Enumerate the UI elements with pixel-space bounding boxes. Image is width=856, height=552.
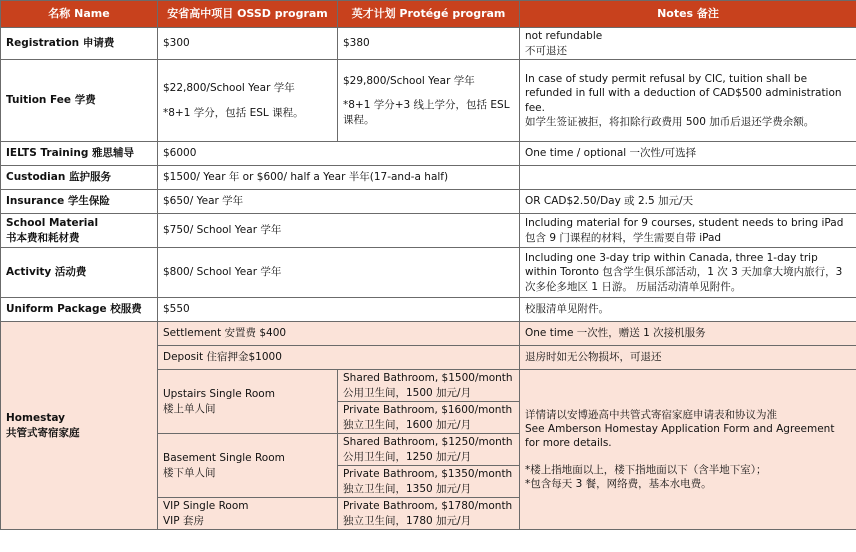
vip-room-en: VIP Single Room [163, 500, 249, 513]
registration-note-cn: 不可退还 [525, 44, 567, 57]
vip-room [158, 498, 338, 530]
homestay-settlement: Settlement 安置费 $400 [158, 322, 520, 346]
homestay-deposit-note: 退房时如无公物损坏，可退还 [520, 346, 856, 370]
row-custodian [1, 166, 856, 190]
basement-private-en: Private Bathroom, $1350/month [343, 468, 513, 481]
upstairs-private-bath [338, 402, 520, 434]
tuition-protege-detail: *8+1 学分+3 线上学分，包括 ESL 课程。 [343, 99, 510, 126]
material-name-en: School Material [6, 217, 99, 230]
tuition-protege-price: $29,800/School Year 学年 [343, 75, 475, 88]
material-name [1, 214, 158, 248]
row-activity [1, 248, 856, 298]
custodian-note [520, 166, 856, 190]
row-tuition [1, 60, 856, 142]
activity-value: $800/ School Year 学年 [158, 248, 520, 298]
basement-private-cn: 独立卫生间，1350 加元/月 [343, 482, 472, 495]
homestay-deposit: Deposit 住宿押金$1000 [158, 346, 520, 370]
homestay-name-en: Homestay [6, 412, 65, 425]
material-name-cn: 书本费和耗材费 [6, 231, 80, 244]
registration-note [520, 28, 856, 60]
tuition-ossd-price: $22,800/School Year 学年 [163, 82, 295, 95]
upstairs-private-en: Private Bathroom, $1600/month [343, 404, 513, 417]
upstairs-private-cn: 独立卫生间，1600 加元/月 [343, 418, 472, 431]
upstairs-room-en: Upstairs Single Room [163, 388, 275, 401]
material-value: $750/ School Year 学年 [158, 214, 520, 248]
registration-protege: $380 [338, 28, 520, 60]
custodian-name: Custodian 监护服务 [1, 166, 158, 190]
basement-room-cn: 楼下单人间 [163, 466, 216, 479]
header-notes: Notes 备注 [520, 1, 856, 28]
upstairs-room-cn: 楼上单人间 [163, 402, 216, 415]
insurance-value: $650/ Year 学年 [158, 190, 520, 214]
homestay-note [520, 370, 856, 530]
upstairs-shared-cn: 公用卫生间，1500 加元/月 [343, 386, 472, 399]
row-homestay-settlement [1, 322, 856, 346]
vip-private-en: Private Bathroom, $1780/month [343, 500, 513, 513]
row-registration [1, 28, 856, 60]
activity-name: Activity 活动费 [1, 248, 158, 298]
basement-shared-cn: 公用卫生间，1250 加元/月 [343, 450, 472, 463]
header-name: 名称 Name [1, 1, 158, 28]
homestay-name [1, 322, 158, 530]
tuition-protege [338, 60, 520, 142]
registration-name: Registration 申请费 [1, 28, 158, 60]
insurance-note: OR CAD$2.50/Day 或 2.5 加元/天 [520, 190, 856, 214]
insurance-name: Insurance 学生保险 [1, 190, 158, 214]
ielts-value: $6000 [158, 142, 520, 166]
uniform-name: Uniform Package 校服费 [1, 298, 158, 322]
upstairs-shared-bath [338, 370, 520, 402]
basement-shared-en: Shared Bathroom, $1250/month [343, 436, 513, 449]
material-note-cn: 包含 9 门课程的材料，学生需要自带 iPad [525, 231, 722, 244]
basement-shared-bath [338, 434, 520, 466]
basement-room-en: Basement Single Room [163, 452, 285, 465]
registration-note-en: not refundable [525, 30, 603, 43]
material-note [520, 214, 856, 248]
uniform-value: $550 [158, 298, 520, 322]
upstairs-room [158, 370, 338, 434]
basement-room [158, 434, 338, 498]
upstairs-shared-en: Shared Bathroom, $1500/month [343, 372, 513, 385]
vip-private-cn: 独立卫生间，1780 加元/月 [343, 514, 472, 527]
tuition-note-en: In case of study permit refusal by CIC, tuition shall be refunded in full with a deduction of CAD$500 administration fee. [525, 73, 842, 114]
homestay-name-cn: 共管式寄宿家庭 [6, 426, 80, 439]
row-material [1, 214, 856, 248]
custodian-value: $1500/ Year 年 or $600/ half a Year 半年(17-and-a half) [158, 166, 520, 190]
homestay-note-floor: *楼上指地面以上，楼下指地面以下（含半地下室）； [525, 463, 767, 476]
vip-room-cn: VIP 套房 [163, 514, 204, 527]
tuition-note [520, 60, 856, 142]
activity-note: Including one 3-day trip within Canada, three 1-day trip within Toronto 包含学生俱乐部活动，1 次 3 天加拿大境内旅行，3 次多伦多地区 1 日游。 历届活动清单见附件。 [520, 248, 856, 298]
basement-private-bath [338, 466, 520, 498]
row-ielts [1, 142, 856, 166]
tuition-name: Tuition Fee 学费 [1, 60, 158, 142]
tuition-note-cn: 如学生签证被拒，将扣除行政费用 500 加币后退还学费余额。 [525, 115, 815, 128]
ielts-note: One time / optional 一次性/可选择 [520, 142, 856, 166]
vip-private-bath [338, 498, 520, 530]
tuition-ossd-detail: *8+1 学分，包括 ESL 课程。 [163, 106, 304, 119]
homestay-note-include: *包含每天 3 餐，网络费，基本水电费。 [525, 477, 712, 490]
homestay-note-cn: 详情请以安博逊高中共管式寄宿家庭申请表和协议为准 [525, 409, 777, 422]
header-ossd: 安省高中项目 OSSD program [158, 1, 338, 28]
row-uniform [1, 298, 856, 322]
registration-ossd: $300 [158, 28, 338, 60]
uniform-note: 校服清单见附件。 [520, 298, 856, 322]
material-note-en: Including material for 9 courses, student needs to bring iPad [525, 217, 844, 230]
homestay-settlement-note: One time 一次性，赠送 1 次接机服务 [520, 322, 856, 346]
row-insurance [1, 190, 856, 214]
homestay-note-en: See Amberson Homestay Application Form and Agreement for more details. [525, 423, 835, 450]
header-protege: 英才计划 Protégé program [338, 1, 520, 28]
ielts-name: IELTS Training 雅思辅导 [1, 142, 158, 166]
tuition-ossd [158, 60, 338, 142]
header-row [1, 1, 856, 28]
